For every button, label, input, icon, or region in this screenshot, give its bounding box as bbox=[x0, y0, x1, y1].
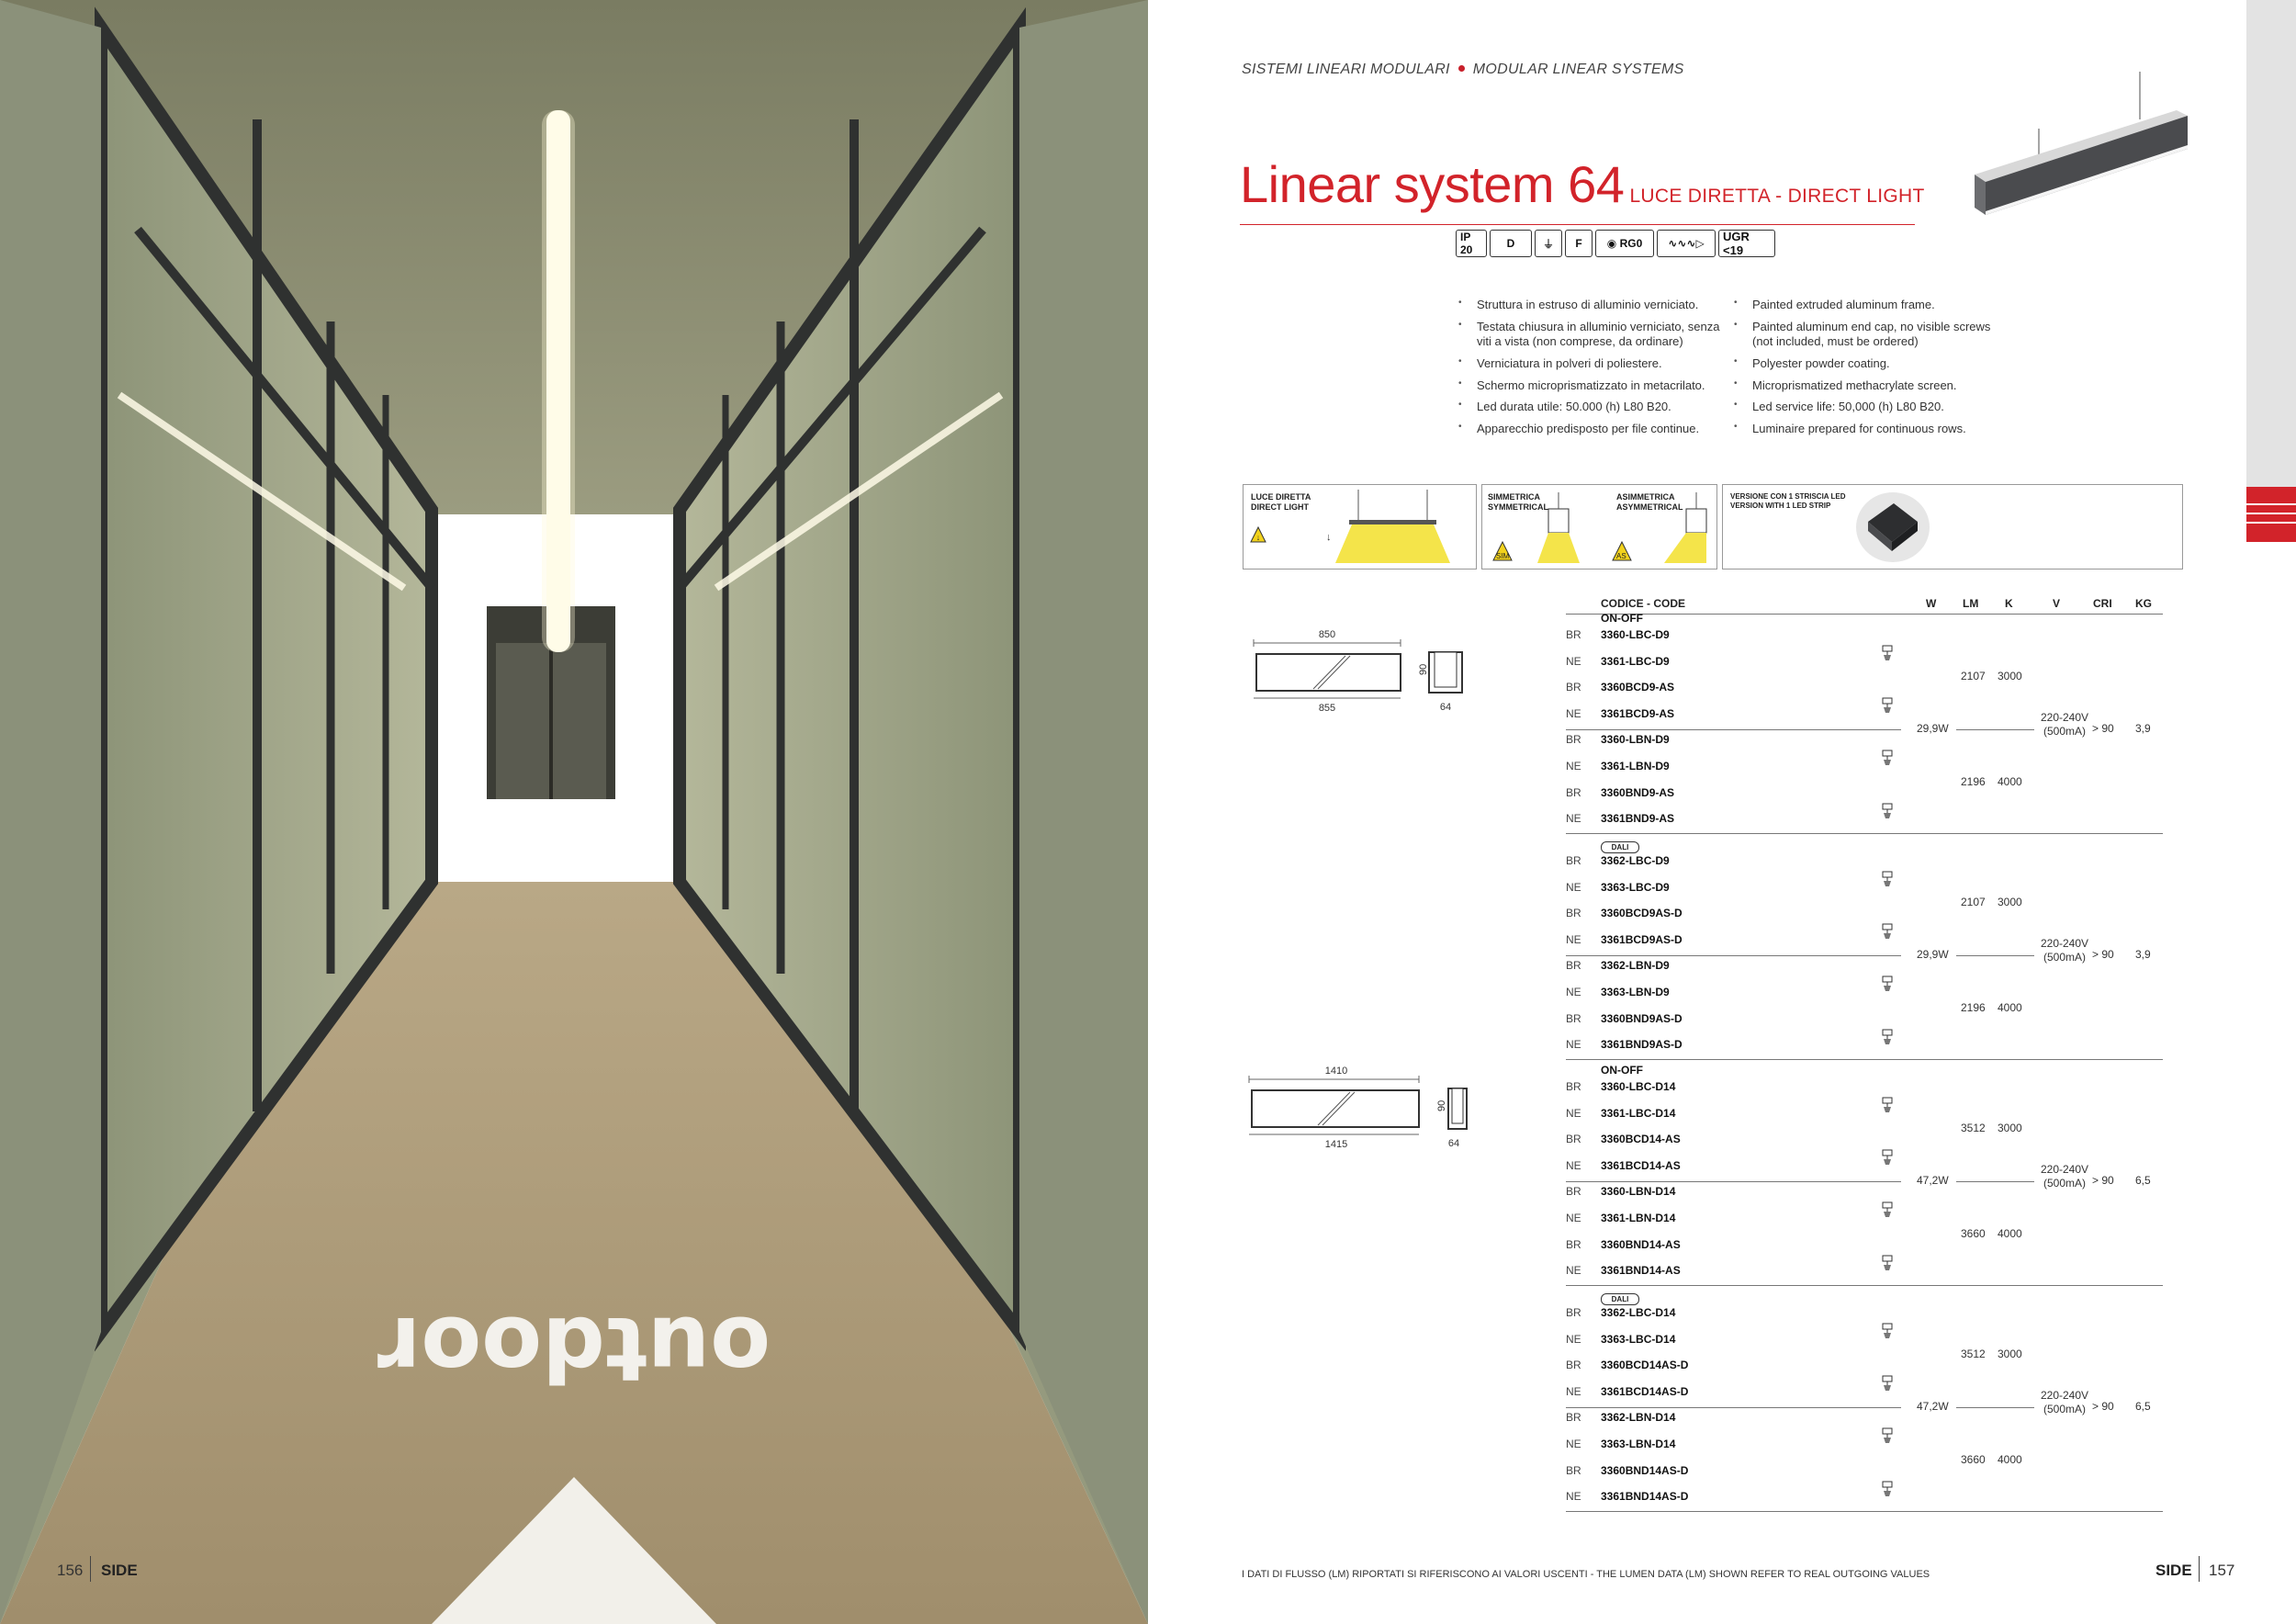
lumen-value: 3512 bbox=[1961, 1122, 1986, 1135]
feature-en-item: • Polyester powder coating. bbox=[1734, 356, 1991, 372]
drawing-small-module bbox=[1249, 625, 1469, 716]
dim-bottom-large: 1415 bbox=[1324, 1139, 1348, 1150]
product-code: 3360BCD9AS-D bbox=[1601, 907, 1683, 920]
finish-code: BR bbox=[1566, 1411, 1581, 1425]
finish-code: BR bbox=[1566, 907, 1581, 920]
finish-code: NE bbox=[1566, 1158, 1581, 1172]
finish-code: NE bbox=[1566, 812, 1581, 826]
asymmetric-optic-icon bbox=[1880, 1029, 1895, 1045]
sym-label-1: SIMMETRICA bbox=[1488, 492, 1540, 502]
brand-right: SIDE bbox=[2155, 1562, 2192, 1579]
finish-code: NE bbox=[1566, 1038, 1581, 1052]
finish-code: BR bbox=[1566, 1080, 1581, 1093]
lumen-value: 2107 bbox=[1961, 896, 1986, 909]
floor-text: outdoor bbox=[377, 1297, 771, 1400]
finish-code: BR bbox=[1566, 1237, 1581, 1251]
lumen-value: 3512 bbox=[1961, 1348, 1986, 1361]
symmetric-optic-icon bbox=[1880, 976, 1895, 992]
svg-text:↓: ↓ bbox=[1255, 533, 1261, 542]
drawing-large-module bbox=[1244, 1061, 1469, 1153]
cct-divider bbox=[1566, 955, 1901, 956]
finish-code: BR bbox=[1566, 1359, 1581, 1372]
feature-en-item: • Painted aluminum end cap, no visible screws (not included, must be ordered) bbox=[1734, 320, 1991, 350]
kelvin-value: 4000 bbox=[1998, 1452, 2022, 1466]
symmetric-optic-icon bbox=[1880, 645, 1895, 661]
strip-label-2: VERSION WITH 1 LED STRIP bbox=[1730, 501, 1831, 510]
product-image bbox=[1965, 64, 2204, 220]
rg0-icon bbox=[1595, 230, 1654, 257]
voltage-value bbox=[2032, 1163, 2097, 1190]
voltage-line-1: 220-240V bbox=[2040, 1163, 2089, 1177]
dali-badge: DALI bbox=[1601, 1293, 1639, 1305]
product-code: 3361BCD9-AS bbox=[1601, 706, 1675, 720]
asymmetric-optic-icon bbox=[1880, 697, 1895, 714]
product-code: 3363-LBC-D14 bbox=[1601, 1332, 1676, 1346]
kelvin-value: 4000 bbox=[1998, 1000, 2022, 1014]
cct-divider bbox=[1566, 1407, 1901, 1408]
feature-it-item: • Verniciatura in polveri di poliestere. bbox=[1458, 356, 1720, 372]
page-number-left: 156 bbox=[57, 1562, 84, 1579]
symmetric-optic-icon bbox=[1880, 1323, 1895, 1339]
kelvin-value: 4000 bbox=[1998, 774, 2022, 788]
cri-value: > 90 bbox=[2092, 1174, 2114, 1188]
voltage-line-1: 220-240V bbox=[2040, 711, 2089, 725]
dim-height-large: 90 bbox=[1436, 1100, 1447, 1111]
product-code: 3361-LBC-D9 bbox=[1601, 654, 1670, 668]
product-code: 3361BCD14AS-D bbox=[1601, 1384, 1689, 1398]
finish-code: NE bbox=[1566, 932, 1581, 946]
feature-en-item: • Led service life: 50,000 (h) L80 B20. bbox=[1734, 400, 1991, 415]
product-code: 3361-LBN-D14 bbox=[1601, 1212, 1676, 1224]
profile-section-image bbox=[1851, 491, 1934, 564]
led-strip-box bbox=[1722, 484, 2183, 570]
eye-icon: ◉ bbox=[1606, 237, 1620, 250]
finish-code: NE bbox=[1566, 880, 1581, 894]
dim-height-small: 90 bbox=[1418, 663, 1429, 675]
finish-code: BR bbox=[1566, 959, 1581, 973]
dim-top-large: 1410 bbox=[1324, 1066, 1348, 1077]
lm-divider bbox=[1956, 1407, 2034, 1408]
finish-code: NE bbox=[1566, 1490, 1581, 1504]
header-code: CODICE - CODE bbox=[1601, 597, 1686, 610]
voltage-line-2: (500mA) bbox=[2043, 950, 2086, 964]
finish-code: BR bbox=[1566, 854, 1581, 867]
voltage-line-1: 220-240V bbox=[2040, 1389, 2089, 1403]
asym-tag: AS bbox=[1616, 552, 1626, 560]
feature-en-item: • Painted extruded aluminum frame. bbox=[1734, 298, 1991, 313]
group-divider bbox=[1566, 1285, 2163, 1286]
product-code: 3363-LBN-D9 bbox=[1601, 986, 1670, 998]
asymmetric-optic-icon bbox=[1880, 1375, 1895, 1392]
optics-box bbox=[1481, 484, 1717, 570]
sym-tag: SIM bbox=[1496, 552, 1510, 560]
footer-note: I DATI DI FLUSSO (LM) RIPORTATI SI RIFERISCONO AI VALORI USCENTI - THE LUMEN DATA (LM) SHOWN REFER TO REAL OUTGOING VALUES bbox=[1242, 1569, 1930, 1580]
f-mark-icon: F bbox=[1565, 230, 1593, 257]
ugr-icon: UGR <19 bbox=[1718, 230, 1775, 257]
rg0-label: RG0 bbox=[1619, 237, 1643, 250]
cri-value: > 90 bbox=[2092, 948, 2114, 962]
group-divider bbox=[1566, 1059, 2163, 1060]
page-separator-right bbox=[2199, 1556, 2200, 1582]
header-lm: LM bbox=[1963, 597, 1979, 610]
asymmetric-optic-icon bbox=[1880, 803, 1895, 819]
kelvin-value: 3000 bbox=[1998, 1348, 2022, 1361]
product-code: 3362-LBC-D14 bbox=[1601, 1306, 1676, 1319]
product-title bbox=[1240, 154, 1925, 214]
finish-code: NE bbox=[1566, 1438, 1581, 1450]
certification-icons bbox=[1456, 230, 1775, 261]
symmetric-optic-icon bbox=[1880, 1427, 1895, 1444]
finish-code: NE bbox=[1566, 654, 1581, 668]
asymmetric-optic-icon bbox=[1880, 923, 1895, 940]
cri-value: > 90 bbox=[2092, 1400, 2114, 1414]
earth-icon: ⏚ bbox=[1535, 230, 1562, 257]
lm-divider bbox=[1956, 955, 2034, 956]
symmetric-optic-icon bbox=[1880, 750, 1895, 766]
voltage-value bbox=[2032, 937, 2097, 964]
brand-left: SIDE bbox=[101, 1562, 138, 1579]
header-v: V bbox=[2053, 597, 2061, 610]
voltage-line-2: (500mA) bbox=[2043, 1402, 2086, 1415]
product-code: 3362-LBC-D9 bbox=[1601, 854, 1670, 867]
product-code: 3360BND9AS-D bbox=[1601, 1011, 1683, 1025]
page-number-right: 157 bbox=[2209, 1562, 2235, 1579]
dali-badge: DALI bbox=[1601, 841, 1639, 853]
finish-code: NE bbox=[1566, 1384, 1581, 1398]
direct-light-box bbox=[1243, 484, 1477, 570]
product-code: 3360-LBN-D14 bbox=[1601, 1185, 1676, 1199]
driver-icon: ∿∿∿▷ bbox=[1657, 230, 1716, 257]
title-rule bbox=[1240, 224, 1915, 225]
product-code: 3360-LBC-D9 bbox=[1601, 628, 1670, 641]
title-sub: LUCE DIRETTA - DIRECT LIGHT bbox=[1629, 186, 1925, 207]
side-tab-red bbox=[2246, 487, 2296, 542]
kicker-en: MODULAR LINEAR SYSTEMS bbox=[1472, 62, 1684, 77]
finish-code: NE bbox=[1566, 706, 1581, 720]
dim-width-large: 64 bbox=[1447, 1138, 1460, 1149]
weight-value: 6,5 bbox=[2135, 1174, 2151, 1188]
lm-divider bbox=[1956, 1181, 2034, 1182]
product-code: 3360BND14AS-D bbox=[1601, 1463, 1689, 1477]
title-main: Linear system 64 bbox=[1240, 155, 1625, 213]
dim-width-small: 64 bbox=[1439, 702, 1452, 713]
finish-code: BR bbox=[1566, 1463, 1581, 1477]
product-code: 3361BCD14-AS bbox=[1601, 1158, 1681, 1172]
voltage-value bbox=[2032, 711, 2097, 738]
asymmetric-optic-icon bbox=[1880, 1481, 1895, 1497]
product-code: 3363-LBN-D14 bbox=[1601, 1438, 1676, 1450]
product-code: 3361BND14-AS bbox=[1601, 1264, 1681, 1278]
dim-top-small: 850 bbox=[1318, 629, 1336, 640]
finish-code: NE bbox=[1566, 986, 1581, 998]
asym-label-2: ASYMMETRICAL bbox=[1616, 502, 1683, 512]
kelvin-value: 3000 bbox=[1998, 896, 2022, 909]
product-code: 3360-LBN-D9 bbox=[1601, 733, 1670, 747]
voltage-line-2: (500mA) bbox=[2043, 1176, 2086, 1190]
symmetric-optic-icon bbox=[1880, 1097, 1895, 1113]
asymmetric-optic-icon bbox=[1880, 1255, 1895, 1271]
weight-value: 3,9 bbox=[2135, 722, 2151, 736]
weight-value: 6,5 bbox=[2135, 1400, 2151, 1414]
product-code: 3363-LBC-D9 bbox=[1601, 880, 1670, 894]
dim-bottom-small: 855 bbox=[1318, 703, 1336, 714]
watt-value: 29,9W bbox=[1917, 722, 1949, 736]
lumen-value: 2107 bbox=[1961, 670, 1986, 683]
feature-en-item: • Luminaire prepared for continuous rows. bbox=[1734, 422, 1991, 437]
voltage-value bbox=[2032, 1389, 2097, 1415]
direct-light-diagram bbox=[1244, 485, 1476, 569]
ip20-icon: IP 20 bbox=[1456, 230, 1487, 257]
product-code: 3362-LBN-D14 bbox=[1601, 1411, 1676, 1425]
finish-code: NE bbox=[1566, 1264, 1581, 1278]
asym-label-1: ASIMMETRICA bbox=[1616, 492, 1675, 502]
sym-label-2: SYMMETRICAL bbox=[1488, 502, 1548, 512]
kelvin-value: 3000 bbox=[1998, 1122, 2022, 1135]
finish-code: BR bbox=[1566, 733, 1581, 747]
group-label: ON-OFF bbox=[1601, 1064, 1643, 1077]
lumen-value: 2196 bbox=[1961, 774, 1986, 788]
features-english bbox=[1734, 298, 1991, 443]
feature-en-item: • Microprismatized methacrylate screen. bbox=[1734, 378, 1991, 394]
finish-code: BR bbox=[1566, 785, 1581, 799]
watt-value: 29,9W bbox=[1917, 948, 1949, 962]
group-label: ON-OFF bbox=[1601, 612, 1643, 625]
svg-text:↓: ↓ bbox=[1326, 532, 1332, 543]
product-code: 3360BCD14AS-D bbox=[1601, 1359, 1689, 1372]
product-code: 3360-LBC-D14 bbox=[1601, 1080, 1676, 1093]
product-code: 3360BND14-AS bbox=[1601, 1237, 1681, 1251]
group-divider bbox=[1566, 1511, 2163, 1512]
finish-code: BR bbox=[1566, 628, 1581, 641]
feature-it-item: • Schermo microprismatizzato in metacrilato. bbox=[1458, 378, 1720, 394]
dimmable-icon: D bbox=[1490, 230, 1532, 257]
watt-value: 47,2W bbox=[1917, 1400, 1949, 1414]
product-code: 3361-LBN-D9 bbox=[1601, 760, 1670, 773]
lumen-value: 3660 bbox=[1961, 1226, 1986, 1240]
kicker-dot-icon bbox=[1458, 65, 1465, 72]
product-code: 3361BND9-AS bbox=[1601, 812, 1675, 826]
product-code: 3362-LBN-D9 bbox=[1601, 959, 1670, 973]
feature-it-item: • Apparecchio predisposto per file continue. bbox=[1458, 422, 1720, 437]
asymmetric-optic-icon bbox=[1880, 1149, 1895, 1166]
kicker-it: SISTEMI LINEARI MODULARI bbox=[1242, 62, 1450, 77]
header-k: K bbox=[2005, 597, 2013, 610]
finish-code: BR bbox=[1566, 1011, 1581, 1025]
product-code: 3361BCD9AS-D bbox=[1601, 932, 1683, 946]
finish-code: NE bbox=[1566, 1106, 1581, 1120]
voltage-line-1: 220-240V bbox=[2040, 937, 2089, 951]
product-code: 3361BND9AS-D bbox=[1601, 1038, 1683, 1052]
section-kicker bbox=[1242, 62, 1684, 78]
features-italian bbox=[1458, 298, 1720, 443]
kelvin-value: 3000 bbox=[1998, 670, 2022, 683]
finish-code: BR bbox=[1566, 1185, 1581, 1199]
lm-divider bbox=[1956, 729, 2034, 730]
strip-label-1: VERSIONE CON 1 STRISCIA LED bbox=[1730, 492, 1846, 501]
header-cri: CRI bbox=[2093, 597, 2112, 610]
product-code: 3360BCD14-AS bbox=[1601, 1133, 1681, 1146]
feature-it-item: • Struttura in estruso di alluminio verniciato. bbox=[1458, 298, 1720, 313]
cri-value: > 90 bbox=[2092, 722, 2114, 736]
lumen-value: 3660 bbox=[1961, 1452, 1986, 1466]
side-tab-grey bbox=[2246, 0, 2296, 487]
symmetric-optic-icon bbox=[1880, 1201, 1895, 1218]
cct-divider bbox=[1566, 729, 1901, 730]
symmetric-optic-icon bbox=[1880, 871, 1895, 887]
optics-diagram bbox=[1482, 485, 1716, 569]
header-kg: KG bbox=[2135, 597, 2152, 610]
finish-code: NE bbox=[1566, 1332, 1581, 1346]
weight-value: 3,9 bbox=[2135, 948, 2151, 962]
lumen-value: 2196 bbox=[1961, 1000, 1986, 1014]
kelvin-value: 4000 bbox=[1998, 1226, 2022, 1240]
finish-code: NE bbox=[1566, 1212, 1581, 1224]
finish-code: BR bbox=[1566, 1306, 1581, 1319]
feature-it-item: • Testata chiusura in alluminio verniciato, senza viti a vista (non comprese, da ordinare) bbox=[1458, 320, 1720, 350]
finish-code: BR bbox=[1566, 681, 1581, 694]
product-code: 3360BCD9-AS bbox=[1601, 681, 1675, 694]
finish-code: NE bbox=[1566, 760, 1581, 773]
watt-value: 47,2W bbox=[1917, 1174, 1949, 1188]
product-code: 3360BND9-AS bbox=[1601, 785, 1675, 799]
feature-it-item: • Led durata utile: 50.000 (h) L80 B20. bbox=[1458, 400, 1720, 415]
product-code: 3361-LBC-D14 bbox=[1601, 1106, 1676, 1120]
direct-label-2: DIRECT LIGHT bbox=[1251, 502, 1309, 512]
direct-label-1: LUCE DIRETTA bbox=[1251, 492, 1311, 502]
group-divider bbox=[1566, 833, 2163, 834]
finish-code: BR bbox=[1566, 1133, 1581, 1146]
cct-divider bbox=[1566, 1181, 1901, 1182]
product-code: 3361BND14AS-D bbox=[1601, 1490, 1689, 1504]
page-separator-left bbox=[90, 1556, 91, 1582]
voltage-line-2: (500mA) bbox=[2043, 724, 2086, 738]
header-w: W bbox=[1926, 597, 1937, 610]
